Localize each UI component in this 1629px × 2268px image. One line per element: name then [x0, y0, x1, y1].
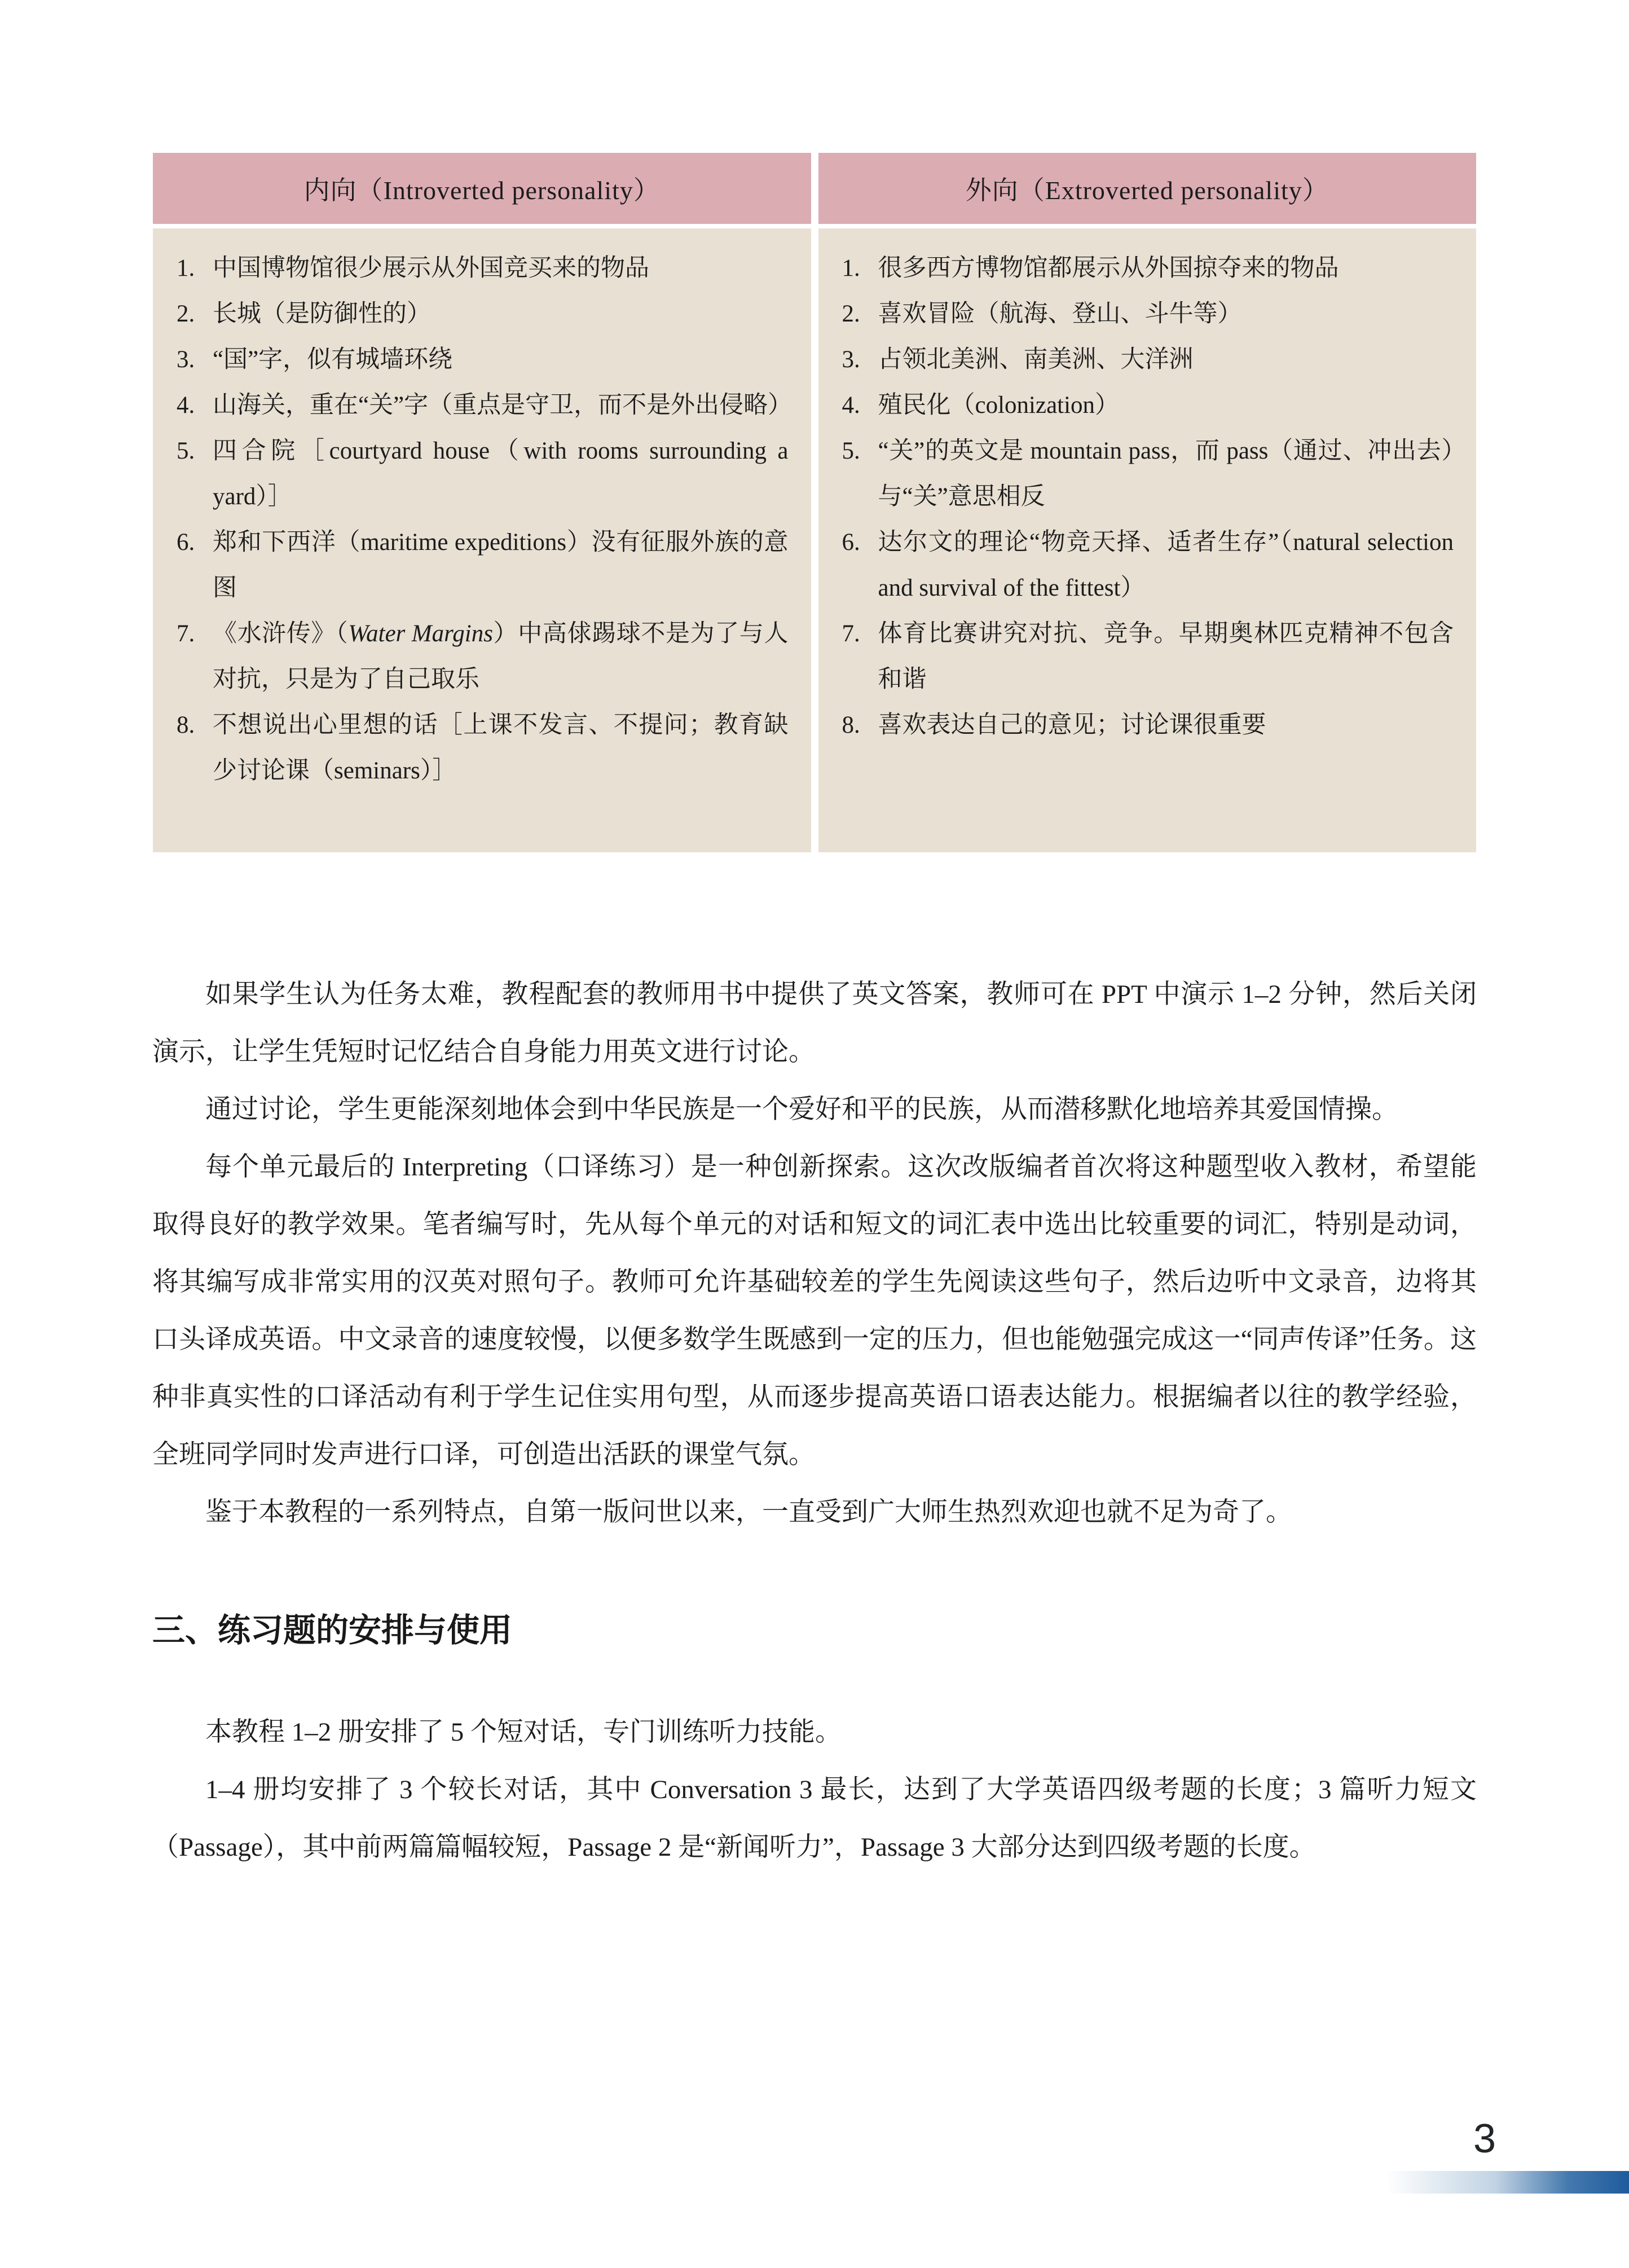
table-header-extroverted-label: 外向（Extroverted personality）: [965, 176, 1329, 205]
table-list-item: [177, 291, 789, 337]
item-number: 5.: [177, 438, 195, 464]
italic-book-title: Water Margins: [348, 620, 493, 647]
table-list-item: [842, 245, 1454, 291]
main-text: [152, 966, 1477, 1876]
table-header-introverted-label: 内向（Introverted personality）: [303, 176, 660, 205]
paragraph: 通过讨论，学生更能深刻地体会到中华民族是一个爱好和平的民族，从而潜移默化地培养其爱国情操。: [205, 1095, 1398, 1124]
item-text: [213, 346, 452, 373]
item-text-segment: 长城（是防御性的）: [213, 301, 431, 327]
item-text-segment: 不想说出心里想的话［上课不发言、不提问；教育缺少讨论课（seminars）］: [213, 712, 789, 784]
table-list-item: [842, 611, 1454, 702]
item-text: [213, 392, 792, 419]
table-header-extroverted: [818, 153, 1477, 224]
table-list-item: [842, 291, 1454, 337]
item-number: 3.: [842, 346, 860, 373]
item-text: [878, 301, 1242, 327]
item-text: [878, 620, 1454, 693]
item-number: 7.: [177, 620, 195, 647]
item-text-segment: 体育比赛讲究对抗、竞争。早期奥林匹克精神不包含和谐: [878, 620, 1454, 693]
paragraph: 如果学生认为任务太难，教程配套的教师用书中提供了英文答案，教师可在 PPT 中演示 1–2 分钟，然后关闭演示，让学生凭短时记忆结合自身能力用英文进行讨论。: [152, 980, 1477, 1067]
page-number: 3: [1473, 2116, 1496, 2161]
table-list-item: [177, 519, 789, 611]
table-list-item: [842, 702, 1454, 748]
item-number: 6.: [842, 529, 860, 556]
paragraph: 1–4 册均安排了 3 个较长对话，其中 Conversation 3 最长，达到了大学英语四级考题的长度；3 篇听力短文（Passage），其中前两篇篇幅较短，Passage 2 是“新闻听力”，Passage 3 大部分达到四级考题的长度。: [152, 1775, 1477, 1862]
table-list-item: [177, 611, 789, 702]
item-text-segment: 达尔文的理论“物竞天择、适者生存”（natural selection and survival of the fittest）: [878, 529, 1454, 601]
comparison-table: [153, 153, 1476, 852]
table-list-item: [842, 519, 1454, 611]
item-number: 4.: [842, 392, 860, 419]
table-header-row: [153, 153, 1476, 224]
item-number: 1.: [842, 255, 860, 281]
table-list-item: [177, 382, 793, 428]
item-text-segment: 中国博物馆很少展示从外国竞买来的物品: [213, 255, 649, 281]
table-list-item: [842, 382, 1454, 428]
table-cell-extroverted: [818, 228, 1477, 852]
item-number: 8.: [842, 712, 860, 738]
item-number: 1.: [177, 255, 195, 281]
section-heading: 三、练习题的安排与使用: [152, 1612, 513, 1649]
item-text-segment: 《水浒传》（: [213, 620, 349, 647]
item-number: 8.: [177, 712, 195, 738]
item-text-segment: “关”的英文是 mountain pass，而 pass（通过、冲出去）与“关”意思相反: [878, 438, 1454, 510]
paragraph: 每个单元最后的 Interpreting（口译练习）是一种创新探索。这次改版编者首次将这种题型收入教材，希望能取得良好的教学效果。笔者编写时，先从每个单元的对话和短文的词汇表中选出比较重要的词汇，特别是动词，将其编写成非常实用的汉英对照句子。教师可允许基础较差的学生先阅读这些句子，然后边听中文录音，边将其口头译成英语。中文录音的速度较慢，以便多数学生既感到一定的压力，但也能勉强完成这一“同声传译”任务。这种非真实性的口译活动有利于学生记住实用句型，从而逐步提高英语口语表达能力。根据编者以往的教学经验，全班同学同时发声进行口译，可创造出活跃的课堂气氛。: [152, 1152, 1477, 1469]
item-number: 6.: [177, 529, 195, 556]
table-list-item: [842, 337, 1454, 382]
table-list-item: [177, 245, 789, 291]
table-list-item: [842, 428, 1454, 519]
item-number: 2.: [842, 301, 860, 327]
item-text-segment: 占领北美洲、南美洲、大洋洲: [878, 346, 1194, 373]
table-list-item: [177, 428, 789, 519]
item-text-segment: 殖民化（colonization）: [878, 392, 1120, 419]
item-text: [213, 301, 431, 327]
item-text: [213, 620, 789, 693]
paragraph: 鉴于本教程的一系列特点，自第一版问世以来，一直受到广大师生热烈欢迎也就不足为奇了。: [205, 1498, 1292, 1527]
table-list-item: [177, 702, 789, 794]
item-text: [878, 712, 1266, 738]
item-number: 5.: [842, 438, 860, 464]
item-text-segment: ）中高俅踢球不是为了与人对抗，只是为了自己取乐: [213, 620, 789, 693]
item-text: [878, 529, 1454, 601]
table-cell-introverted: [153, 228, 811, 852]
table-header-introverted: [153, 153, 811, 224]
item-text-segment: 郑和下西洋（maritime expeditions）没有征服外族的意图: [213, 529, 789, 601]
item-text-segment: 四合院［courtyard house（with rooms surrounding a yard）］: [213, 438, 789, 510]
item-text: [213, 255, 649, 281]
item-text: [878, 392, 1120, 419]
item-text-segment: 山海关，重在“关”字（重点是守卫，而不是外出侵略）: [213, 392, 793, 419]
table-list-item: [177, 337, 789, 382]
paragraph: 本教程 1–2 册安排了 5 个短对话，专门训练听力技能。: [205, 1717, 842, 1747]
item-number: 3.: [177, 346, 195, 373]
item-text: [213, 438, 789, 510]
footer-gradient-bar: [1386, 2171, 1629, 2194]
item-number: 2.: [177, 301, 195, 327]
table-body-row: [153, 228, 1476, 852]
item-text: [878, 255, 1339, 281]
item-text: [213, 712, 789, 784]
item-text-segment: 喜欢冒险（航海、登山、斗牛等）: [878, 301, 1242, 327]
item-number: 4.: [177, 392, 195, 419]
item-text: [213, 529, 789, 601]
item-text-segment: “国”字，似有城墙环绕: [213, 346, 453, 373]
item-number: 7.: [842, 620, 860, 647]
item-text: [878, 438, 1454, 510]
item-text-segment: 很多西方博物馆都展示从外国掠夺来的物品: [878, 255, 1339, 281]
item-text-segment: 喜欢表达自己的意见；讨论课很重要: [878, 712, 1266, 738]
item-text: [878, 346, 1194, 373]
